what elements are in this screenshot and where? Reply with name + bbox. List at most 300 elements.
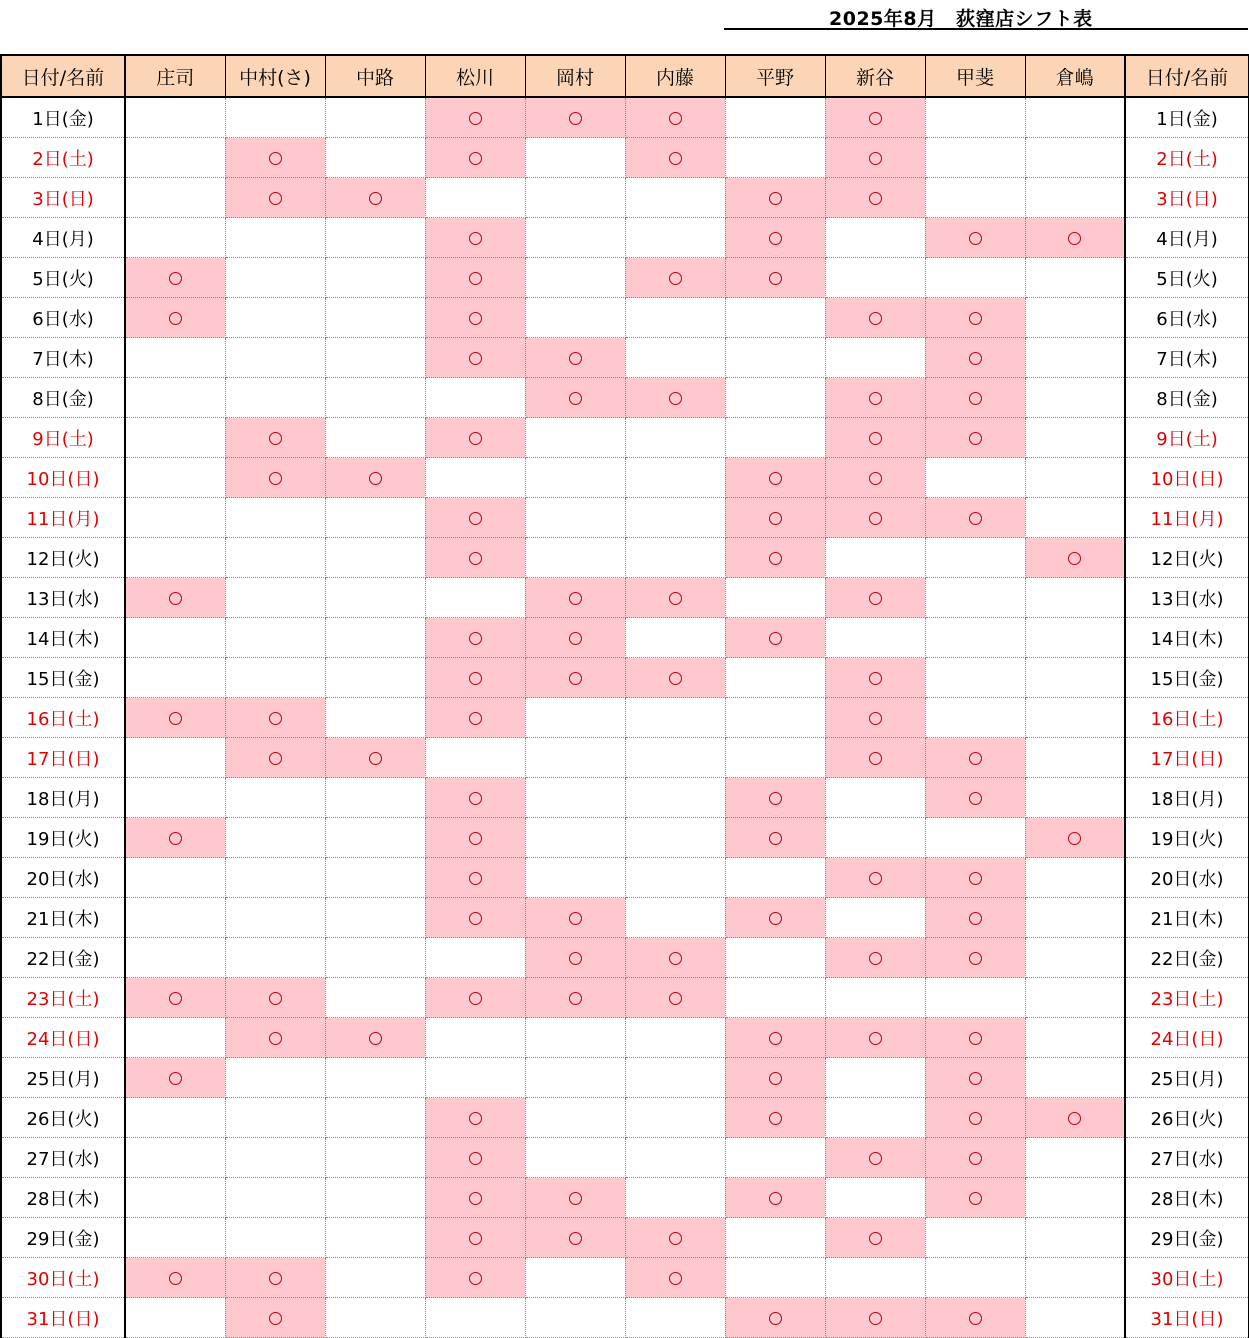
shift-cell[interactable] — [225, 1018, 325, 1058]
shift-cell[interactable] — [725, 218, 825, 258]
shift-cell[interactable] — [725, 1258, 825, 1298]
shift-cell[interactable] — [625, 818, 725, 858]
shift-cell[interactable] — [725, 1298, 825, 1338]
shift-cell[interactable] — [625, 618, 725, 658]
shift-cell[interactable] — [325, 818, 425, 858]
date-cell-right[interactable]: 24日(日) — [1125, 1018, 1249, 1058]
shift-cell[interactable] — [525, 338, 625, 378]
date-cell-left[interactable]: 15日(金) — [1, 658, 125, 698]
shift-cell[interactable] — [325, 738, 425, 778]
shift-cell[interactable] — [1025, 578, 1125, 618]
shift-cell[interactable] — [525, 97, 625, 138]
shift-cell[interactable] — [525, 458, 625, 498]
shift-cell[interactable] — [825, 698, 925, 738]
date-cell-left[interactable]: 26日(火) — [1, 1098, 125, 1138]
date-cell-right[interactable]: 22日(金) — [1125, 938, 1249, 978]
shift-cell[interactable] — [125, 1058, 225, 1098]
shift-cell[interactable] — [225, 378, 325, 418]
shift-cell[interactable] — [1025, 618, 1125, 658]
shift-cell[interactable] — [925, 578, 1025, 618]
shift-cell[interactable] — [825, 178, 925, 218]
date-cell-right[interactable]: 2日(土) — [1125, 138, 1249, 178]
shift-cell[interactable] — [325, 458, 425, 498]
shift-cell[interactable] — [925, 97, 1025, 138]
shift-cell[interactable] — [1025, 778, 1125, 818]
shift-cell[interactable] — [125, 738, 225, 778]
shift-cell[interactable] — [325, 858, 425, 898]
shift-cell[interactable] — [425, 698, 525, 738]
shift-cell[interactable] — [725, 818, 825, 858]
date-cell-right[interactable]: 20日(水) — [1125, 858, 1249, 898]
shift-cell[interactable] — [325, 1298, 425, 1338]
shift-cell[interactable] — [125, 378, 225, 418]
shift-cell[interactable] — [725, 698, 825, 738]
shift-cell[interactable] — [425, 1058, 525, 1098]
shift-cell[interactable] — [225, 1058, 325, 1098]
shift-cell[interactable] — [125, 658, 225, 698]
shift-cell[interactable] — [425, 578, 525, 618]
shift-cell[interactable] — [725, 658, 825, 698]
shift-cell[interactable] — [525, 1098, 625, 1138]
shift-cell[interactable] — [425, 818, 525, 858]
header-name-cell[interactable]: 倉嶋 — [1025, 55, 1125, 97]
shift-cell[interactable] — [425, 178, 525, 218]
shift-cell[interactable] — [225, 1098, 325, 1138]
shift-cell[interactable] — [225, 898, 325, 938]
shift-cell[interactable] — [925, 498, 1025, 538]
header-name-cell[interactable]: 甲斐 — [925, 55, 1025, 97]
date-cell-right[interactable]: 13日(水) — [1125, 578, 1249, 618]
shift-cell[interactable] — [1025, 1098, 1125, 1138]
shift-cell[interactable] — [725, 138, 825, 178]
shift-cell[interactable] — [825, 818, 925, 858]
shift-cell[interactable] — [925, 1298, 1025, 1338]
shift-cell[interactable] — [125, 498, 225, 538]
shift-cell[interactable] — [625, 138, 725, 178]
shift-cell[interactable] — [525, 178, 625, 218]
shift-cell[interactable] — [525, 1258, 625, 1298]
shift-cell[interactable] — [325, 178, 425, 218]
shift-cell[interactable] — [1025, 858, 1125, 898]
date-cell-left[interactable]: 5日(火) — [1, 258, 125, 298]
shift-cell[interactable] — [425, 97, 525, 138]
shift-cell[interactable] — [225, 538, 325, 578]
shift-cell[interactable] — [325, 1138, 425, 1178]
shift-cell[interactable] — [325, 498, 425, 538]
date-cell-left[interactable]: 20日(水) — [1, 858, 125, 898]
date-cell-right[interactable]: 28日(木) — [1125, 1178, 1249, 1218]
shift-cell[interactable] — [725, 1138, 825, 1178]
shift-cell[interactable] — [325, 338, 425, 378]
shift-cell[interactable] — [1025, 498, 1125, 538]
date-cell-right[interactable]: 1日(金) — [1125, 97, 1249, 138]
shift-cell[interactable] — [225, 258, 325, 298]
date-cell-right[interactable]: 15日(金) — [1125, 658, 1249, 698]
shift-cell[interactable] — [625, 1098, 725, 1138]
shift-cell[interactable] — [925, 698, 1025, 738]
date-cell-right[interactable]: 26日(火) — [1125, 1098, 1249, 1138]
shift-cell[interactable] — [1025, 1218, 1125, 1258]
shift-cell[interactable] — [525, 1018, 625, 1058]
header-date-right[interactable]: 日付/名前 — [1125, 55, 1249, 97]
shift-cell[interactable] — [725, 618, 825, 658]
shift-cell[interactable] — [125, 1018, 225, 1058]
shift-cell[interactable] — [425, 458, 525, 498]
shift-cell[interactable] — [525, 378, 625, 418]
shift-cell[interactable] — [425, 618, 525, 658]
shift-cell[interactable] — [825, 578, 925, 618]
shift-cell[interactable] — [825, 298, 925, 338]
date-cell-right[interactable]: 30日(土) — [1125, 1258, 1249, 1298]
shift-cell[interactable] — [725, 538, 825, 578]
shift-cell[interactable] — [625, 298, 725, 338]
shift-cell[interactable] — [325, 1098, 425, 1138]
shift-cell[interactable] — [525, 418, 625, 458]
shift-cell[interactable] — [825, 1258, 925, 1298]
shift-cell[interactable] — [1025, 1258, 1125, 1298]
shift-cell[interactable] — [525, 818, 625, 858]
shift-cell[interactable] — [925, 1018, 1025, 1058]
shift-cell[interactable] — [425, 418, 525, 458]
date-cell-left[interactable]: 9日(土) — [1, 418, 125, 458]
shift-cell[interactable] — [925, 138, 1025, 178]
shift-cell[interactable] — [625, 418, 725, 458]
date-cell-left[interactable]: 3日(日) — [1, 178, 125, 218]
date-cell-left[interactable]: 13日(水) — [1, 578, 125, 618]
shift-cell[interactable] — [625, 578, 725, 618]
shift-cell[interactable] — [525, 778, 625, 818]
shift-cell[interactable] — [225, 938, 325, 978]
date-cell-left[interactable]: 31日(日) — [1, 1298, 125, 1338]
shift-cell[interactable] — [1025, 418, 1125, 458]
shift-cell[interactable] — [325, 218, 425, 258]
shift-cell[interactable] — [425, 298, 525, 338]
shift-cell[interactable] — [825, 978, 925, 1018]
shift-cell[interactable] — [325, 1018, 425, 1058]
shift-cell[interactable] — [525, 658, 625, 698]
shift-cell[interactable] — [425, 1258, 525, 1298]
shift-cell[interactable] — [125, 1138, 225, 1178]
shift-cell[interactable] — [925, 738, 1025, 778]
shift-cell[interactable] — [725, 1218, 825, 1258]
shift-cell[interactable] — [825, 538, 925, 578]
shift-cell[interactable] — [225, 578, 325, 618]
shift-cell[interactable] — [325, 978, 425, 1018]
shift-cell[interactable] — [125, 218, 225, 258]
shift-cell[interactable] — [825, 738, 925, 778]
shift-cell[interactable] — [1025, 898, 1125, 938]
date-cell-left[interactable]: 10日(日) — [1, 458, 125, 498]
shift-cell[interactable] — [1025, 1178, 1125, 1218]
shift-cell[interactable] — [925, 1058, 1025, 1098]
shift-cell[interactable] — [1025, 658, 1125, 698]
shift-cell[interactable] — [825, 378, 925, 418]
shift-cell[interactable] — [225, 1138, 325, 1178]
shift-cell[interactable] — [525, 1298, 625, 1338]
header-name-cell[interactable]: 中村(さ) — [225, 55, 325, 97]
shift-cell[interactable] — [425, 658, 525, 698]
shift-cell[interactable] — [925, 1098, 1025, 1138]
date-cell-right[interactable]: 6日(水) — [1125, 298, 1249, 338]
shift-cell[interactable] — [725, 378, 825, 418]
shift-cell[interactable] — [125, 258, 225, 298]
shift-cell[interactable] — [225, 97, 325, 138]
shift-cell[interactable] — [625, 738, 725, 778]
shift-cell[interactable] — [825, 138, 925, 178]
shift-cell[interactable] — [125, 1218, 225, 1258]
date-cell-left[interactable]: 7日(木) — [1, 338, 125, 378]
shift-cell[interactable] — [1025, 97, 1125, 138]
shift-cell[interactable] — [1025, 698, 1125, 738]
shift-cell[interactable] — [825, 1178, 925, 1218]
date-cell-right[interactable]: 5日(火) — [1125, 258, 1249, 298]
shift-cell[interactable] — [925, 978, 1025, 1018]
date-cell-left[interactable]: 25日(月) — [1, 1058, 125, 1098]
shift-cell[interactable] — [425, 978, 525, 1018]
shift-cell[interactable] — [925, 778, 1025, 818]
shift-cell[interactable] — [125, 978, 225, 1018]
shift-cell[interactable] — [325, 298, 425, 338]
shift-cell[interactable] — [525, 1178, 625, 1218]
header-name-cell[interactable]: 新谷 — [825, 55, 925, 97]
shift-cell[interactable] — [325, 97, 425, 138]
shift-cell[interactable] — [525, 538, 625, 578]
date-cell-right[interactable]: 19日(火) — [1125, 818, 1249, 858]
shift-cell[interactable] — [725, 97, 825, 138]
date-cell-right[interactable]: 23日(土) — [1125, 978, 1249, 1018]
shift-cell[interactable] — [825, 618, 925, 658]
shift-cell[interactable] — [325, 578, 425, 618]
shift-cell[interactable] — [525, 1058, 625, 1098]
date-cell-left[interactable]: 11日(月) — [1, 498, 125, 538]
shift-cell[interactable] — [725, 418, 825, 458]
shift-cell[interactable] — [625, 1018, 725, 1058]
shift-cell[interactable] — [125, 698, 225, 738]
shift-cell[interactable] — [225, 1258, 325, 1298]
shift-cell[interactable] — [725, 458, 825, 498]
shift-cell[interactable] — [725, 1018, 825, 1058]
shift-cell[interactable] — [825, 898, 925, 938]
shift-cell[interactable] — [1025, 738, 1125, 778]
shift-cell[interactable] — [725, 778, 825, 818]
shift-cell[interactable] — [525, 1138, 625, 1178]
shift-cell[interactable] — [825, 418, 925, 458]
shift-cell[interactable] — [425, 258, 525, 298]
shift-cell[interactable] — [625, 1058, 725, 1098]
shift-cell[interactable] — [625, 898, 725, 938]
date-cell-left[interactable]: 28日(木) — [1, 1178, 125, 1218]
shift-cell[interactable] — [325, 1258, 425, 1298]
shift-cell[interactable] — [1025, 938, 1125, 978]
shift-cell[interactable] — [725, 338, 825, 378]
shift-cell[interactable] — [825, 498, 925, 538]
date-cell-left[interactable]: 18日(月) — [1, 778, 125, 818]
date-cell-right[interactable]: 11日(月) — [1125, 498, 1249, 538]
shift-cell[interactable] — [825, 1018, 925, 1058]
shift-cell[interactable] — [625, 458, 725, 498]
shift-cell[interactable] — [925, 1258, 1025, 1298]
shift-cell[interactable] — [925, 218, 1025, 258]
date-cell-left[interactable]: 12日(火) — [1, 538, 125, 578]
shift-cell[interactable] — [425, 338, 525, 378]
shift-cell[interactable] — [125, 818, 225, 858]
shift-cell[interactable] — [425, 1178, 525, 1218]
shift-cell[interactable] — [625, 258, 725, 298]
shift-cell[interactable] — [325, 618, 425, 658]
date-cell-right[interactable]: 12日(火) — [1125, 538, 1249, 578]
shift-cell[interactable] — [625, 218, 725, 258]
shift-cell[interactable] — [325, 418, 425, 458]
date-cell-left[interactable]: 4日(月) — [1, 218, 125, 258]
shift-cell[interactable] — [525, 698, 625, 738]
shift-cell[interactable] — [125, 97, 225, 138]
date-cell-right[interactable]: 4日(月) — [1125, 218, 1249, 258]
shift-cell[interactable] — [925, 178, 1025, 218]
shift-cell[interactable] — [225, 418, 325, 458]
shift-cell[interactable] — [725, 178, 825, 218]
shift-cell[interactable] — [425, 378, 525, 418]
shift-cell[interactable] — [425, 898, 525, 938]
shift-cell[interactable] — [325, 1058, 425, 1098]
header-name-cell[interactable]: 庄司 — [125, 55, 225, 97]
shift-cell[interactable] — [125, 178, 225, 218]
shift-cell[interactable] — [125, 898, 225, 938]
shift-cell[interactable] — [625, 978, 725, 1018]
shift-cell[interactable] — [125, 938, 225, 978]
shift-cell[interactable] — [825, 858, 925, 898]
shift-cell[interactable] — [325, 138, 425, 178]
shift-cell[interactable] — [625, 1178, 725, 1218]
shift-cell[interactable] — [1025, 138, 1125, 178]
shift-cell[interactable] — [1025, 258, 1125, 298]
shift-cell[interactable] — [225, 618, 325, 658]
shift-cell[interactable] — [325, 538, 425, 578]
date-cell-right[interactable]: 31日(日) — [1125, 1298, 1249, 1338]
date-cell-left[interactable]: 24日(日) — [1, 1018, 125, 1058]
shift-cell[interactable] — [825, 258, 925, 298]
shift-cell[interactable] — [625, 378, 725, 418]
shift-cell[interactable] — [825, 1298, 925, 1338]
shift-cell[interactable] — [525, 738, 625, 778]
shift-cell[interactable] — [925, 818, 1025, 858]
shift-cell[interactable] — [625, 1138, 725, 1178]
date-cell-right[interactable]: 27日(水) — [1125, 1138, 1249, 1178]
date-cell-left[interactable]: 17日(日) — [1, 738, 125, 778]
shift-cell[interactable] — [225, 978, 325, 1018]
shift-cell[interactable] — [925, 898, 1025, 938]
shift-cell[interactable] — [1025, 1298, 1125, 1338]
shift-cell[interactable] — [825, 218, 925, 258]
shift-cell[interactable] — [725, 938, 825, 978]
date-cell-right[interactable]: 8日(金) — [1125, 378, 1249, 418]
shift-cell[interactable] — [625, 778, 725, 818]
shift-cell[interactable] — [425, 1218, 525, 1258]
date-cell-left[interactable]: 1日(金) — [1, 97, 125, 138]
shift-cell[interactable] — [525, 978, 625, 1018]
date-cell-right[interactable]: 29日(金) — [1125, 1218, 1249, 1258]
date-cell-right[interactable]: 14日(木) — [1125, 618, 1249, 658]
shift-cell[interactable] — [925, 1218, 1025, 1258]
shift-cell[interactable] — [225, 298, 325, 338]
shift-cell[interactable] — [625, 338, 725, 378]
header-name-cell[interactable]: 中路 — [325, 55, 425, 97]
shift-cell[interactable] — [325, 698, 425, 738]
shift-cell[interactable] — [525, 578, 625, 618]
shift-cell[interactable] — [325, 658, 425, 698]
shift-cell[interactable] — [725, 858, 825, 898]
shift-cell[interactable] — [725, 1178, 825, 1218]
shift-cell[interactable] — [1025, 1058, 1125, 1098]
shift-cell[interactable] — [125, 418, 225, 458]
shift-cell[interactable] — [125, 1178, 225, 1218]
shift-cell[interactable] — [1025, 1138, 1125, 1178]
date-cell-right[interactable]: 16日(土) — [1125, 698, 1249, 738]
date-cell-left[interactable]: 30日(土) — [1, 1258, 125, 1298]
shift-cell[interactable] — [325, 258, 425, 298]
shift-cell[interactable] — [125, 778, 225, 818]
shift-cell[interactable] — [525, 498, 625, 538]
shift-cell[interactable] — [525, 218, 625, 258]
shift-cell[interactable] — [225, 698, 325, 738]
shift-cell[interactable] — [425, 858, 525, 898]
shift-cell[interactable] — [125, 298, 225, 338]
shift-cell[interactable] — [925, 298, 1025, 338]
shift-cell[interactable] — [425, 738, 525, 778]
shift-cell[interactable] — [525, 1218, 625, 1258]
shift-cell[interactable] — [625, 938, 725, 978]
shift-cell[interactable] — [225, 778, 325, 818]
shift-cell[interactable] — [925, 538, 1025, 578]
shift-cell[interactable] — [525, 258, 625, 298]
shift-cell[interactable] — [625, 1298, 725, 1338]
shift-cell[interactable] — [425, 778, 525, 818]
date-cell-left[interactable]: 23日(土) — [1, 978, 125, 1018]
shift-cell[interactable] — [1025, 818, 1125, 858]
shift-cell[interactable] — [825, 938, 925, 978]
shift-cell[interactable] — [925, 618, 1025, 658]
date-cell-right[interactable]: 25日(月) — [1125, 1058, 1249, 1098]
shift-cell[interactable] — [325, 1178, 425, 1218]
date-cell-right[interactable]: 9日(土) — [1125, 418, 1249, 458]
date-cell-left[interactable]: 19日(火) — [1, 818, 125, 858]
shift-cell[interactable] — [225, 818, 325, 858]
shift-cell[interactable] — [225, 498, 325, 538]
shift-cell[interactable] — [225, 738, 325, 778]
shift-cell[interactable] — [625, 538, 725, 578]
date-cell-right[interactable]: 7日(木) — [1125, 338, 1249, 378]
shift-cell[interactable] — [425, 218, 525, 258]
shift-cell[interactable] — [125, 1098, 225, 1138]
shift-cell[interactable] — [1025, 458, 1125, 498]
shift-cell[interactable] — [925, 378, 1025, 418]
shift-cell[interactable] — [525, 898, 625, 938]
shift-cell[interactable] — [625, 858, 725, 898]
shift-cell[interactable] — [625, 97, 725, 138]
shift-cell[interactable] — [125, 458, 225, 498]
shift-cell[interactable] — [725, 578, 825, 618]
shift-cell[interactable] — [225, 218, 325, 258]
shift-cell[interactable] — [825, 1218, 925, 1258]
shift-cell[interactable] — [425, 938, 525, 978]
shift-cell[interactable] — [825, 1098, 925, 1138]
shift-cell[interactable] — [925, 1178, 1025, 1218]
shift-cell[interactable] — [725, 498, 825, 538]
shift-cell[interactable] — [225, 338, 325, 378]
shift-cell[interactable] — [125, 618, 225, 658]
shift-cell[interactable] — [725, 258, 825, 298]
shift-cell[interactable] — [625, 698, 725, 738]
header-name-cell[interactable]: 松川 — [425, 55, 525, 97]
